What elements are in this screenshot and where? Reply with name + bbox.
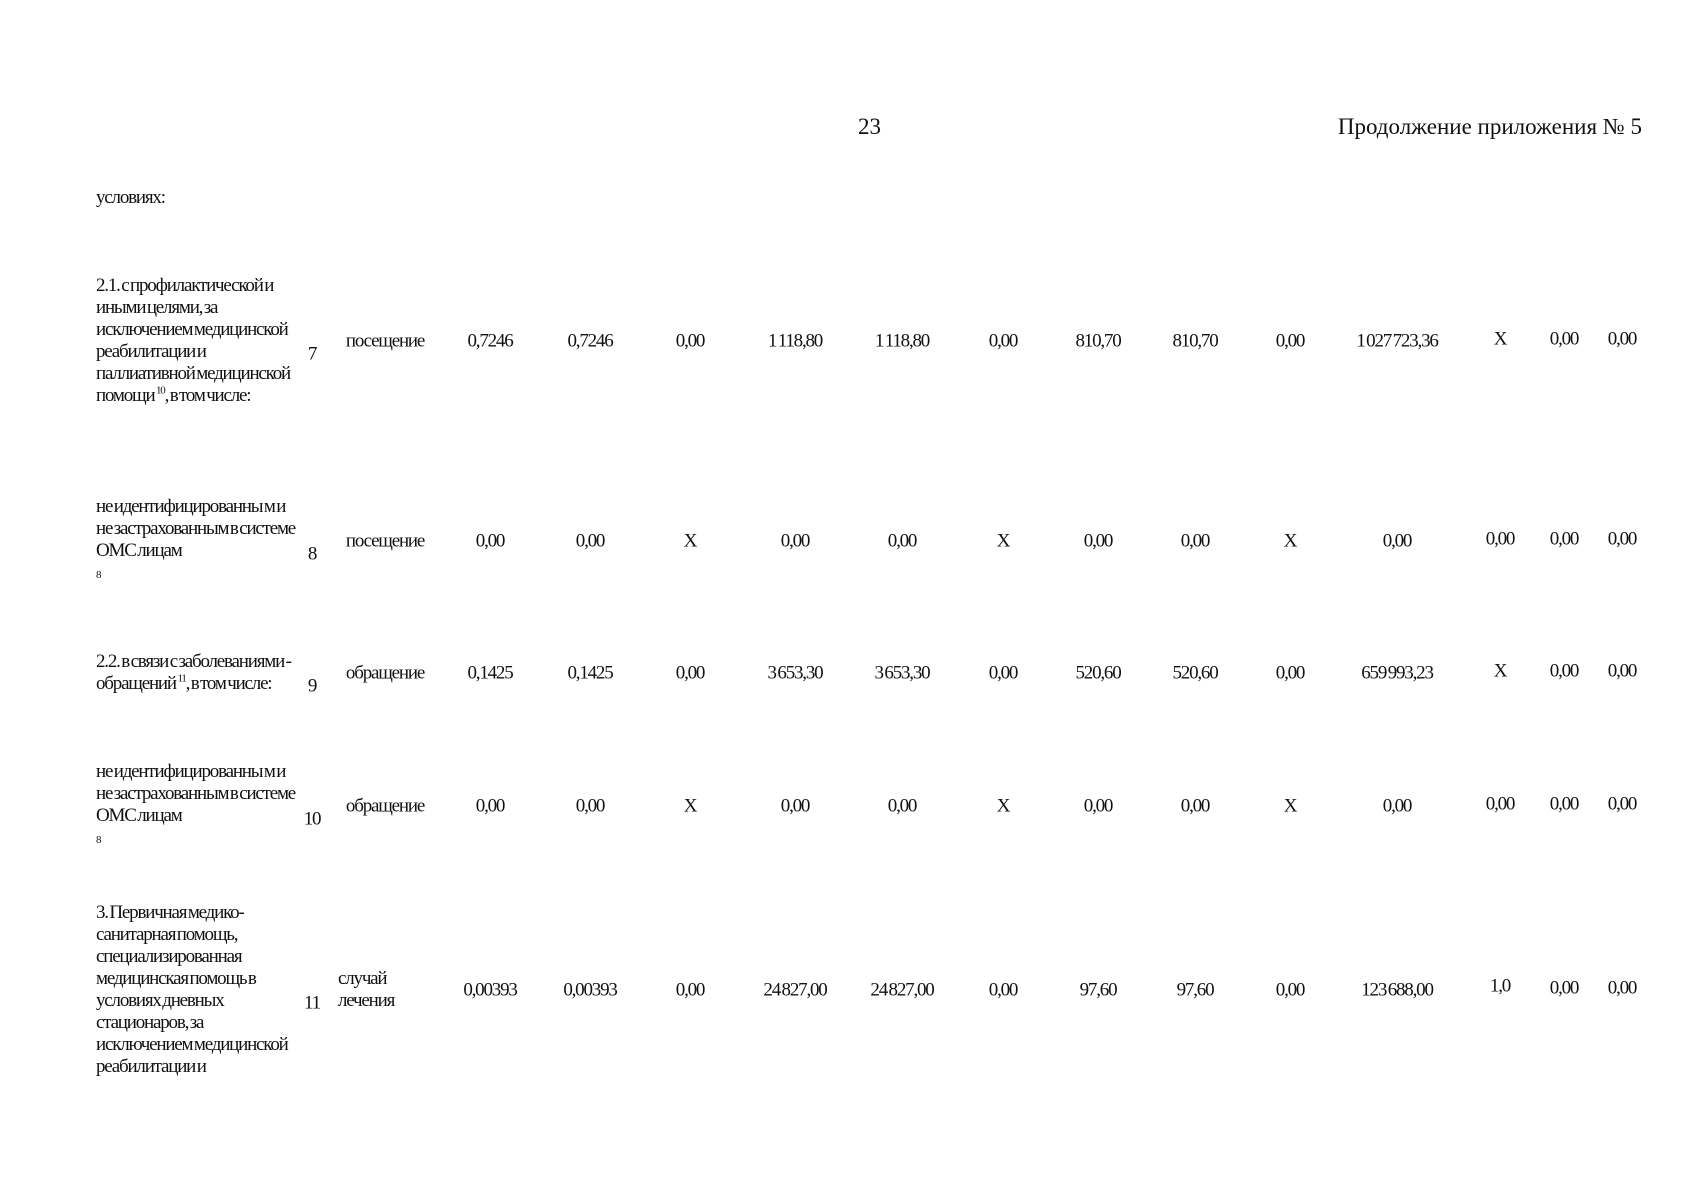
table-cell: 123 688,00 — [1361, 979, 1433, 1001]
table-cell: 0,00 — [1485, 528, 1515, 550]
table-cell: 0,00 — [675, 330, 705, 352]
page-number: 23 — [858, 114, 881, 139]
table-cell: X — [1493, 660, 1507, 682]
table-cell: 0,00 — [1485, 793, 1515, 815]
row-unit: случай лечения — [338, 968, 395, 1011]
table-cell: X — [683, 795, 697, 817]
table-cell: 0,00 — [1549, 660, 1579, 682]
row-name — [96, 275, 296, 407]
table-cell: X — [1283, 530, 1297, 552]
table-cell: 0,00 — [1083, 530, 1113, 552]
table-cell: 0,7246 — [567, 330, 613, 352]
table-cell: X — [683, 530, 697, 552]
page-header-title: Продолжение приложения № 5 — [1337, 114, 1642, 139]
table-cell: 0,00 — [887, 795, 917, 817]
table-cell: 24 827,00 — [870, 979, 934, 1001]
table-cell: 0,00 — [1083, 795, 1113, 817]
table-cell: 0,7246 — [467, 330, 513, 352]
row-unit: посещение — [345, 530, 425, 552]
row-unit: обращение — [345, 795, 425, 817]
table-cell: 0,00 — [1549, 793, 1579, 815]
table-cell: 0,00 — [475, 795, 505, 817]
table-cell: 0,00 — [780, 795, 810, 817]
table-cell: 0,00 — [675, 979, 705, 1001]
table-cell: 0,00 — [1382, 795, 1412, 817]
row-name — [96, 902, 296, 1078]
table-cell: X — [996, 795, 1010, 817]
footnote-ref: 8 — [96, 834, 101, 846]
table-cell: 0,00 — [575, 795, 605, 817]
table-cell: 0,00 — [988, 330, 1018, 352]
table-cell: 0,1425 — [467, 662, 513, 684]
table-cell: 0,00 — [1549, 977, 1579, 999]
row-name — [96, 496, 296, 586]
table-cell: 0,00 — [1275, 662, 1305, 684]
table-cell: 97,60 — [1176, 979, 1214, 1001]
table-cell: 0,00 — [1180, 795, 1210, 817]
row-name-text: 3. Первичная медико-санитарная помощь, специализированная медицинская помощь в условиях дневных стационаров, за исключением медицинской реабилитации и — [96, 902, 288, 1077]
table-cell: 0,00 — [1607, 528, 1637, 550]
table-cell: 0,00 — [988, 979, 1018, 1001]
table-cell: 24 827,00 — [763, 979, 827, 1001]
table-cell: 0,00 — [988, 662, 1018, 684]
row-number: 8 — [307, 543, 317, 565]
table-cell: 1 118,80 — [874, 330, 930, 352]
table-cell: 0,00 — [1607, 793, 1637, 815]
table-cell: 810,70 — [1075, 330, 1121, 352]
footnote-ref: 8 — [96, 569, 101, 581]
table-cell: 810,70 — [1172, 330, 1218, 352]
table-cell: 659 993,23 — [1361, 662, 1433, 684]
table-cell: 3 653,30 — [874, 662, 930, 684]
table-cell: 0,00 — [780, 530, 810, 552]
row-number: 9 — [307, 675, 317, 697]
table-cell: 0,00393 — [463, 979, 517, 1001]
row-name — [96, 761, 296, 851]
row-name-text: 2.1. с профилактической и иными целями, за исключением медицинской реабилитации и паллиативной медицинской помощи — [96, 275, 290, 406]
table-cell: 0,00 — [1275, 979, 1305, 1001]
table-cell: 0,00 — [575, 530, 605, 552]
row-unit: обращение — [345, 662, 425, 684]
continuation-text: условиях: — [96, 187, 165, 208]
row-name-text: 2.2. в связи с заболеваниями - обращений — [96, 651, 291, 694]
footnote-ref: 11 — [177, 672, 186, 685]
table-cell: 0,00393 — [563, 979, 617, 1001]
row-name-text: не идентифицированны м и не застрахованным в системе ОМС лицам — [96, 496, 296, 561]
table-cell: 3 653,30 — [767, 662, 823, 684]
row-number: 7 — [307, 343, 317, 365]
table-cell: 520,60 — [1075, 662, 1121, 684]
table-cell: 1,0 — [1489, 975, 1511, 997]
table-cell: 0,00 — [1549, 328, 1579, 350]
table-cell: 0,00 — [887, 530, 917, 552]
table-cell: X — [1493, 328, 1507, 350]
table-cell: X — [1283, 795, 1297, 817]
table-cell: 0,00 — [1607, 660, 1637, 682]
table-cell: 0,00 — [1549, 528, 1579, 550]
row-name-text: не идентифицированны м и не застрахованным в системе ОМС лицам — [96, 761, 296, 826]
table-cell: 0,00 — [1382, 530, 1412, 552]
table-cell: 0,00 — [1607, 328, 1637, 350]
row-number: 10 — [303, 808, 321, 830]
row-name — [96, 651, 296, 695]
row-name-suffix: , в том числе: — [164, 385, 251, 406]
table-cell: 0,00 — [1607, 977, 1637, 999]
footnote-ref: 10 — [156, 384, 165, 397]
table-cell: 0,00 — [675, 662, 705, 684]
row-unit: посещение — [345, 330, 425, 352]
table-cell: 520,60 — [1172, 662, 1218, 684]
table-cell: 0,00 — [475, 530, 505, 552]
table-cell: 1 118,80 — [767, 330, 823, 352]
table-cell: 0,00 — [1180, 530, 1210, 552]
table-cell: X — [996, 530, 1010, 552]
table-cell: 0,1425 — [567, 662, 613, 684]
table-cell: 0,00 — [1275, 330, 1305, 352]
row-name-suffix: , в том числе: — [185, 673, 272, 694]
row-number: 11 — [304, 992, 320, 1014]
table-cell: 97,60 — [1079, 979, 1117, 1001]
table-cell: 1 027 723,36 — [1356, 330, 1438, 352]
